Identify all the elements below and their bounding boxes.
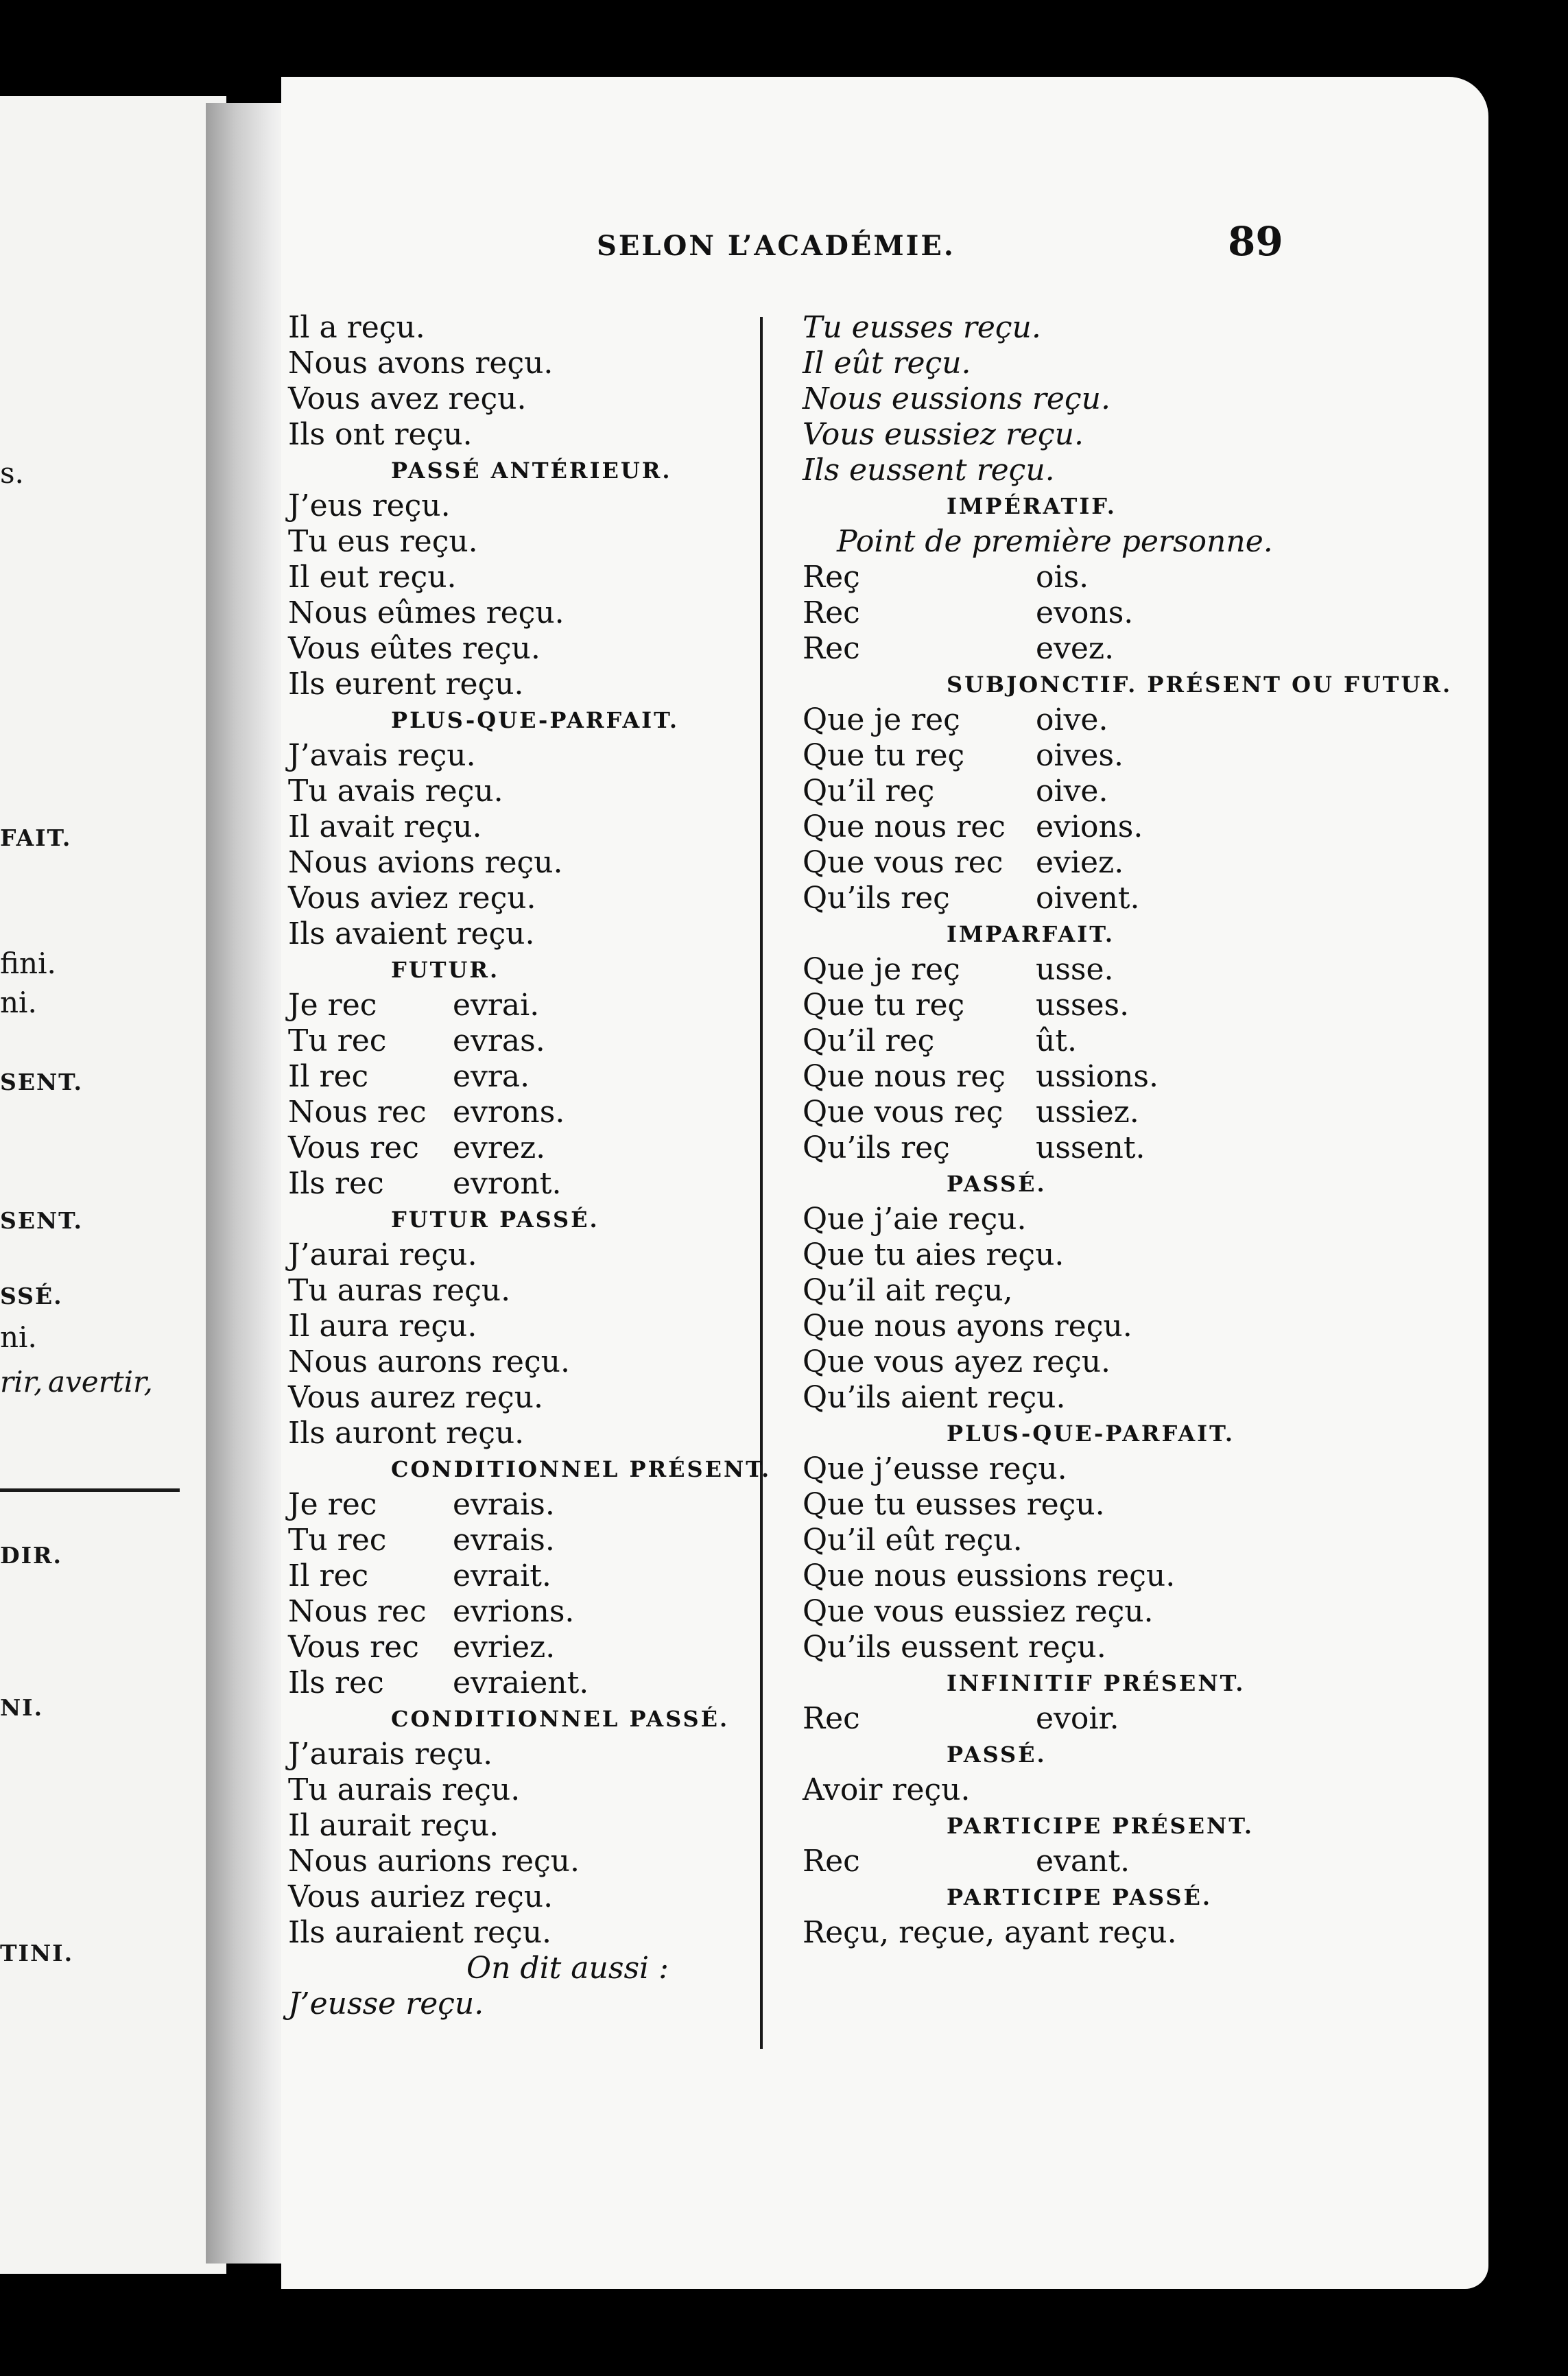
section-heading: FUTUR PASSÉ. <box>391 1207 599 1233</box>
verb-stem: Que tu reç <box>803 988 965 1023</box>
note-line: Point de première personne. <box>837 524 1273 559</box>
section-heading: IMPARFAIT. <box>947 921 1115 947</box>
verb-ending: evrez. <box>453 1130 546 1165</box>
left-margin-text: FAIT. <box>0 824 72 851</box>
conjugation-line: Ils auront reçu. <box>288 1416 525 1451</box>
verb-stem: Ils rec <box>288 1665 384 1700</box>
left-margin-text: rir, <box>0 1365 43 1399</box>
conjugation-line: Que tu aies reçu. <box>803 1237 1065 1272</box>
conjugation-line: Qu’ils eussent reçu. <box>803 1630 1106 1665</box>
conjugation-line <box>288 1023 851 1059</box>
verb-stem: Je rec <box>288 988 377 1023</box>
verb-stem: Que vous reç <box>803 1095 1003 1130</box>
left-margin-text: SENT. <box>0 1207 83 1234</box>
verb-stem: Reç <box>803 560 860 595</box>
verb-ending: evrions. <box>453 1594 575 1629</box>
conjugation-line: Il aura reçu. <box>288 1309 477 1344</box>
conjugation-line <box>803 631 1365 667</box>
conjugation-line: Ils avaient reçu. <box>288 916 535 951</box>
verb-ending: evrai. <box>453 988 540 1023</box>
conjugation-line: J’aurai reçu. <box>288 1237 477 1272</box>
conjugation-line: Il eût reçu. <box>803 346 971 381</box>
section-heading: PASSÉ ANTÉRIEUR. <box>391 458 672 484</box>
conjugation-line: Vous eussiez reçu. <box>803 417 1084 452</box>
conjugation-line: Ils ont reçu. <box>288 417 473 452</box>
conjugation-line: Que nous eussions reçu. <box>803 1558 1176 1593</box>
verb-ending: evoir. <box>1036 1701 1119 1736</box>
left-margin-text: ni. <box>0 1320 37 1354</box>
verb-ending: evrais. <box>453 1523 555 1558</box>
verb-stem: Qu’il reç <box>803 774 935 809</box>
verb-stem: Qu’ils reç <box>803 881 950 916</box>
verb-ending: ussions. <box>1036 1059 1159 1094</box>
verb-ending: oive. <box>1036 774 1108 809</box>
conjugation-line <box>288 1665 851 1701</box>
page-gutter <box>206 103 288 2264</box>
conjugation-line <box>803 1095 1365 1130</box>
conjugation-line <box>803 1701 1365 1737</box>
section-heading: PARTICIPE PRÉSENT. <box>947 1813 1255 1839</box>
verb-stem: Tu rec <box>288 1023 387 1058</box>
conjugation-line <box>803 1059 1365 1095</box>
verb-stem: Que nous reç <box>803 1059 1006 1094</box>
verb-ending: oive. <box>1036 702 1108 737</box>
verb-stem: Que je reç <box>803 702 960 737</box>
running-header: SELON L’ACADÉMIE. <box>597 230 955 262</box>
left-text-column <box>288 310 851 2022</box>
conjugation-line: Que j’aie reçu. <box>803 1202 1027 1237</box>
verb-stem: Qu’il reç <box>803 1023 935 1058</box>
verb-stem: Rec <box>803 1844 860 1879</box>
conjugation-line: Qu’ils aient reçu. <box>803 1380 1066 1415</box>
note-line: On dit aussi : <box>466 1951 669 1986</box>
conjugation-line <box>803 809 1365 845</box>
conjugation-line <box>288 1095 851 1130</box>
section-heading: IMPÉRATIF. <box>947 493 1117 519</box>
conjugation-line: Vous avez reçu. <box>288 381 527 416</box>
section-heading: PLUS-QUE-PARFAIT. <box>947 1421 1235 1447</box>
verb-stem: Rec <box>803 1701 860 1736</box>
conjugation-line <box>288 1630 851 1665</box>
verb-ending: evant. <box>1036 1844 1130 1879</box>
verb-ending: evez. <box>1036 631 1115 666</box>
conjugation-line: Vous aurez reçu. <box>288 1380 543 1415</box>
conjugation-line: Que vous ayez reçu. <box>803 1344 1111 1379</box>
section-heading: FUTUR. <box>391 957 500 983</box>
conjugation-line: Que j’eusse reçu. <box>803 1451 1067 1486</box>
verb-stem: Il rec <box>288 1059 369 1094</box>
verb-stem: Nous rec <box>288 1594 427 1629</box>
verb-ending: evions. <box>1036 809 1143 844</box>
right-text-column <box>803 310 1453 1951</box>
conjugation-line: Ils eurent reçu. <box>288 667 524 702</box>
verb-ending: ois. <box>1036 560 1089 595</box>
section-heading: PASSÉ. <box>947 1742 1047 1768</box>
left-page-rule <box>0 1488 180 1492</box>
conjugation-line: Avoir reçu. <box>803 1772 971 1807</box>
left-margin-text: NI. <box>0 1694 44 1721</box>
conjugation-line: Il avait reçu. <box>288 809 482 844</box>
section-heading: SUBJONCTIF. PRÉSENT OU FUTUR. <box>947 672 1453 698</box>
conjugation-line <box>288 1130 851 1166</box>
verb-ending: evrais. <box>453 1487 555 1522</box>
conjugation-line <box>288 1594 851 1630</box>
conjugation-line: Que tu eusses reçu. <box>803 1487 1105 1522</box>
conjugation-line <box>803 881 1365 916</box>
verb-ending: evrait. <box>453 1558 551 1593</box>
conjugation-line: Qu’il eût reçu. <box>803 1523 1023 1558</box>
verb-ending: usses. <box>1036 988 1130 1023</box>
conjugation-line: Vous aviez reçu. <box>288 881 536 916</box>
conjugation-line <box>288 988 851 1023</box>
conjugation-line: J’eus reçu. <box>288 488 451 523</box>
conjugation-line: Vous eûtes reçu. <box>288 631 541 666</box>
conjugation-line <box>803 560 1365 595</box>
verb-stem: Tu rec <box>288 1523 387 1558</box>
verb-ending: eviez. <box>1036 845 1124 880</box>
verb-stem: Ils rec <box>288 1166 384 1201</box>
conjugation-line: Nous eussions reçu. <box>803 381 1110 416</box>
verb-stem: Que je reç <box>803 952 960 987</box>
conjugation-line <box>803 1844 1365 1879</box>
left-margin-text: fini. <box>0 947 56 980</box>
section-heading: PLUS-QUE-PARFAIT. <box>391 707 679 733</box>
verb-stem: Que vous rec <box>803 845 1003 880</box>
verb-stem: Vous rec <box>288 1630 419 1665</box>
conjugation-line <box>803 1130 1365 1166</box>
conjugation-line <box>803 952 1365 988</box>
conjugation-line <box>803 595 1365 631</box>
verb-ending: evras. <box>453 1023 545 1058</box>
verb-ending: oives. <box>1036 738 1124 773</box>
conjugation-line: Nous eûmes reçu. <box>288 595 565 630</box>
conjugation-line: Nous aurions reçu. <box>288 1844 580 1879</box>
conjugation-line <box>803 738 1365 774</box>
verb-stem: Il rec <box>288 1558 369 1593</box>
left-page-fragment <box>0 96 226 2274</box>
verb-ending: evront. <box>453 1166 562 1201</box>
conjugation-line: J’aurais reçu. <box>288 1737 493 1772</box>
conjugation-line: Vous auriez reçu. <box>288 1879 554 1914</box>
conjugation-line: Qu’il ait reçu, <box>803 1273 1013 1308</box>
verb-ending: usse. <box>1036 952 1114 987</box>
conjugation-line: Nous avions reçu. <box>288 845 563 880</box>
left-margin-text: TINI. <box>0 1940 74 1967</box>
verb-ending: ussent. <box>1036 1130 1145 1165</box>
conjugation-line: J’avais reçu. <box>288 738 476 773</box>
section-heading: PASSÉ. <box>947 1171 1047 1197</box>
verb-stem: Je rec <box>288 1487 377 1522</box>
conjugation-line: Que nous ayons reçu. <box>803 1309 1132 1344</box>
verb-ending: ût. <box>1036 1023 1078 1058</box>
verb-stem: Qu’ils reç <box>803 1130 950 1165</box>
verb-ending: evraient. <box>453 1665 589 1700</box>
verb-ending: evra. <box>453 1059 530 1094</box>
conjugation-line: J’eusse reçu. <box>288 1986 484 2021</box>
verb-ending: evriez. <box>453 1630 556 1665</box>
left-margin-text: ni. <box>0 986 37 1019</box>
conjugation-line: Tu aurais reçu. <box>288 1772 521 1807</box>
conjugation-line <box>288 1487 851 1523</box>
conjugation-line: Il eut reçu. <box>288 560 457 595</box>
left-margin-text: s. <box>0 456 24 490</box>
section-heading: PARTICIPE PASSÉ. <box>947 1884 1213 1910</box>
conjugation-line <box>803 1023 1365 1059</box>
conjugation-line: Ils auraient reçu. <box>288 1915 552 1950</box>
verb-stem: Que nous rec <box>803 809 1006 844</box>
conjugation-line <box>288 1558 851 1594</box>
conjugation-line: Tu eus reçu. <box>288 524 478 559</box>
section-heading: CONDITIONNEL PRÉSENT. <box>391 1456 772 1482</box>
conjugation-line: Il aurait reçu. <box>288 1808 499 1843</box>
conjugation-line <box>288 1059 851 1095</box>
conjugation-line <box>803 702 1365 738</box>
verb-stem: Rec <box>803 595 860 630</box>
verb-ending: oivent. <box>1036 881 1140 916</box>
conjugation-line <box>803 845 1365 881</box>
conjugation-line: Il a reçu. <box>288 310 425 345</box>
left-margin-text: SENT. <box>0 1069 83 1095</box>
section-heading: CONDITIONNEL PASSÉ. <box>391 1706 730 1732</box>
left-margin-text: avertir, <box>48 1365 153 1399</box>
conjugation-line: Nous aurons reçu. <box>288 1344 570 1379</box>
verb-ending: ussiez. <box>1036 1095 1139 1130</box>
conjugation-line: Nous avons reçu. <box>288 346 554 381</box>
conjugation-line: Tu eusses reçu. <box>803 310 1041 345</box>
conjugation-line: Ils eussent reçu. <box>803 453 1055 488</box>
verb-stem: Que tu reç <box>803 738 965 773</box>
left-margin-text: SSÉ. <box>0 1283 63 1309</box>
conjugation-line <box>288 1166 851 1202</box>
left-margin-text: DIR. <box>0 1542 62 1569</box>
conjugation-line <box>803 774 1365 809</box>
verb-stem: Rec <box>803 631 860 666</box>
conjugation-line <box>803 988 1365 1023</box>
verb-ending: evrons. <box>453 1095 565 1130</box>
section-heading: INFINITIF PRÉSENT. <box>947 1670 1246 1696</box>
conjugation-line <box>288 1523 851 1558</box>
verb-ending: evons. <box>1036 595 1134 630</box>
conjugation-line: Que vous eussiez reçu. <box>803 1594 1154 1629</box>
conjugation-line: Reçu, reçue, ayant reçu. <box>803 1915 1177 1950</box>
conjugation-line: Tu auras reçu. <box>288 1273 511 1308</box>
verb-stem: Nous rec <box>288 1095 427 1130</box>
conjugation-line: Tu avais reçu. <box>288 774 503 809</box>
page-number: 89 <box>1228 218 1283 265</box>
verb-stem: Vous rec <box>288 1130 419 1165</box>
